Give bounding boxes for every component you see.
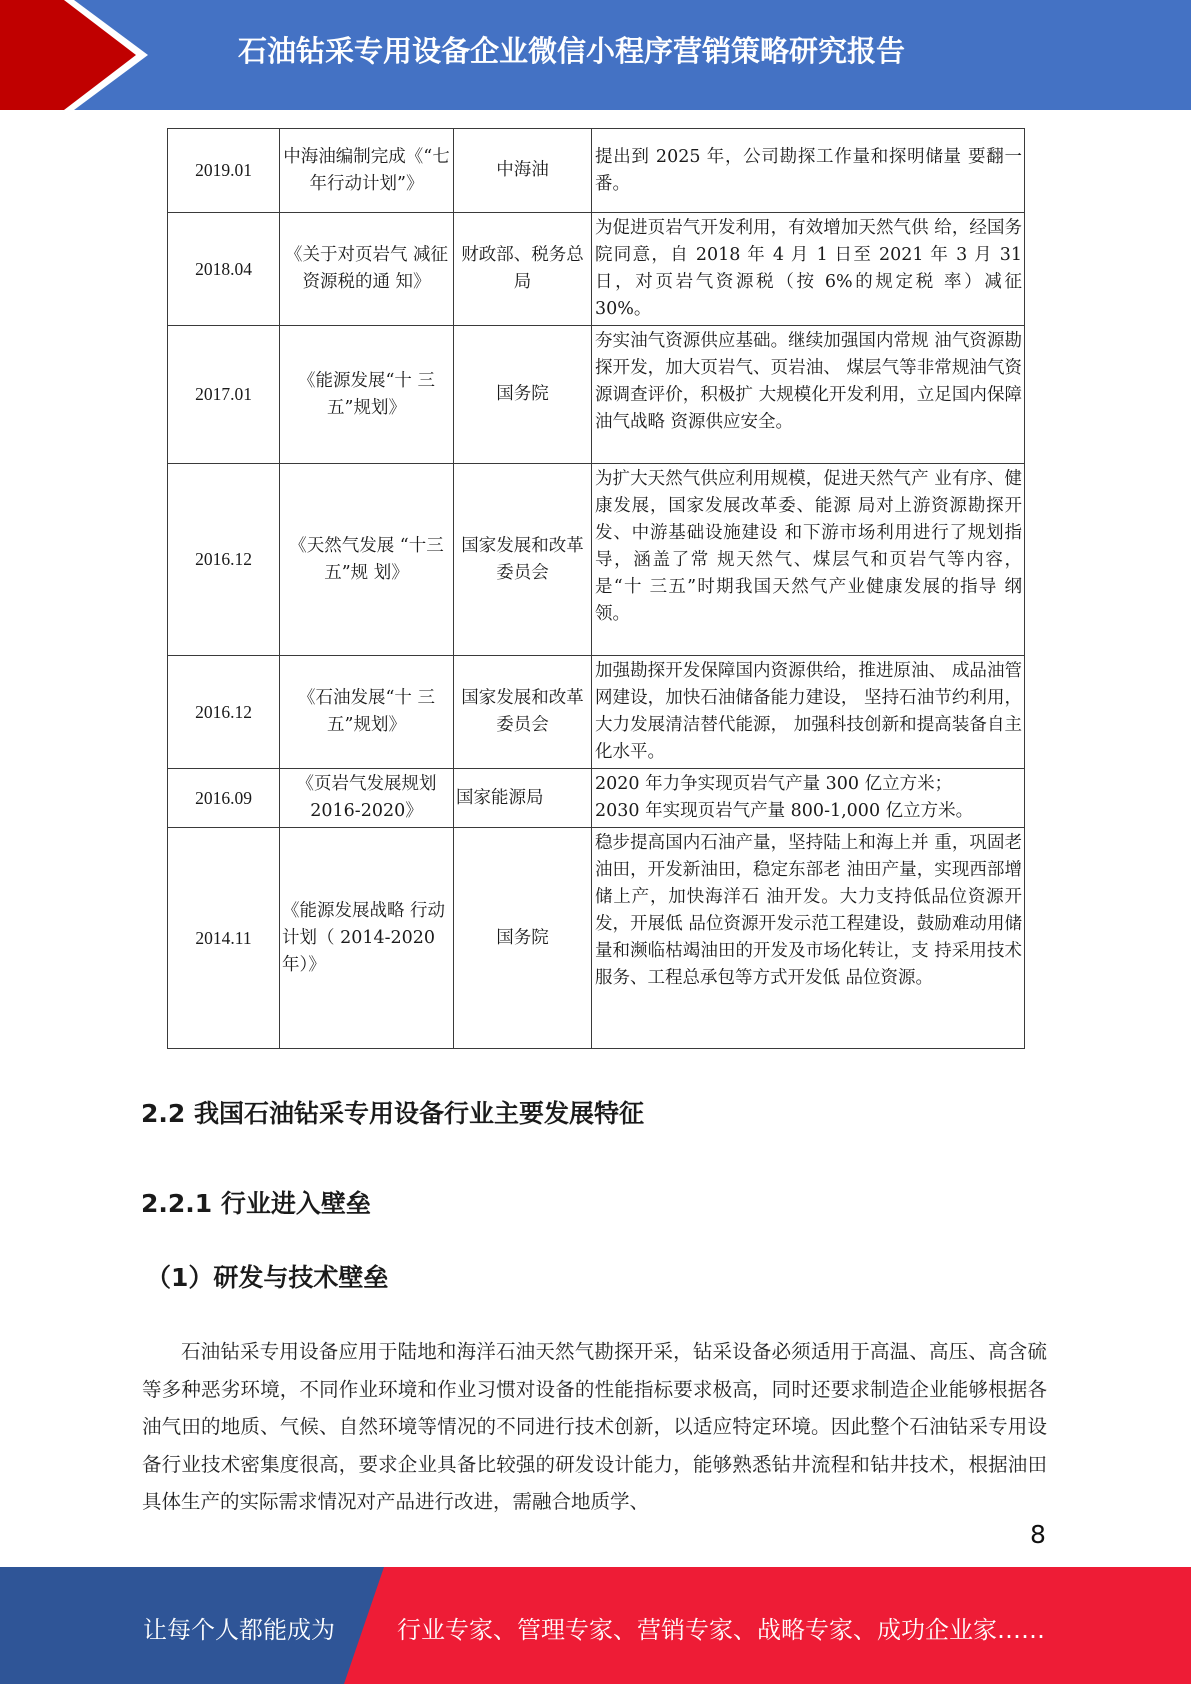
- content-cell: 为扩大天然气供应利用规模，促进天然气产 业有序、健康发展，国家发展改革委、能源 局对上游资源勘探开发、中游基础设施建设 和下游市场利用进行了规划指导，涵盖了常 规天然气、煤层气和页岩气等内容，是“十 三五”时期我国天然气产业健康发展的指导 纲领。: [592, 464, 1025, 656]
- content-cell: 提出到 2025 年，公司勘探工作量和探明储量 要翻一番。: [592, 129, 1025, 213]
- issuer-cell: 国家能源局: [454, 769, 592, 828]
- subsection-heading: 2.2.1 行业进入壁垒: [141, 1189, 371, 1218]
- issuer-cell: 财政部、税务总局: [454, 213, 592, 326]
- table-row: [168, 129, 1025, 213]
- document-cell: 中海油编制完成《“七年行动计划”》: [280, 129, 454, 213]
- content-cell: 为促进页岩气开发利用，有效增加天然气供 给，经国务院同意，自 2018 年 4 月 1 日至 2021 年 3 月 31 日，对页岩气资源税（按 6%的规定税 率）减征 30%。: [592, 213, 1025, 326]
- date-cell: 2014.11: [168, 828, 280, 1049]
- section-heading: 2.2 我国石油钻采专用设备行业主要发展特征: [141, 1099, 644, 1128]
- content-cell: 稳步提高国内石油产量，坚持陆上和海上并 重，巩固老油田，开发新油田，稳定东部老 油田产量，实现西部增储上产，加快海洋石 油开发。大力支持低品位资源开发，开展低 品位资源开发示范工程建设，鼓励难动用储 量和濒临枯竭油田的开发及市场化转让，支 持采用技术服务、工程总承包等方式开发低 品位资源。: [592, 828, 1025, 1049]
- document-cell: 《页岩气发展规划 2016-2020》: [280, 769, 454, 828]
- issuer-cell: 中海油: [454, 129, 592, 213]
- policy-table: [167, 128, 1025, 1049]
- footer-slogan-left: 让每个人都能成为: [143, 1616, 335, 1644]
- date-cell: 2017.01: [168, 326, 280, 464]
- issuer-cell: 国家发展和改革委员会: [454, 656, 592, 769]
- page-number: 8: [1030, 1520, 1046, 1549]
- body-paragraph: 石油钻采专用设备应用于陆地和海洋石油天然气勘探开采，钻采设备必须适用于高温、高压、高含硫等多种恶劣环境，不同作业环境和作业习惯对设备的性能指标要求极高，同时还要求制造企业能够根据各油气田的地质、气候、自然环境等情况的不同进行技术创新，以适应特定环境。因此整个石油钻采专用设备行业技术密集度很高，要求企业具备比较强的研发设计能力，能够熟悉钻井流程和钻井技术，根据油田具体生产的实际需求情况对产品进行改进，需融合地质学、: [142, 1340, 1047, 1513]
- content-cell: [592, 769, 1025, 828]
- date-cell: 2018.04: [168, 213, 280, 326]
- date-cell: 2016.12: [168, 464, 280, 656]
- date-cell: 2016.09: [168, 769, 280, 828]
- issuer-cell: 国家发展和改革委员会: [454, 464, 592, 656]
- chevron-arrow-icon: [0, 0, 160, 110]
- issuer-cell: 国务院: [454, 828, 592, 1049]
- document-cell: 《石油发展“十 三五”规划》: [280, 656, 454, 769]
- table-row: [168, 326, 1025, 464]
- table-row: [168, 213, 1025, 326]
- table-row: [168, 769, 1025, 828]
- content-line: 2020 年力争实现页岩气产量 300 亿立方米；: [595, 774, 953, 794]
- content-cell: 夯实油气资源供应基础。继续加强国内常规 油气资源勘探开发，加大页岩气、页岩油、 煤层气等非常规油气资源调查评价，积极扩 大规模化开发利用，立足国内保障油气战略 资源供应安全。: [592, 326, 1025, 464]
- table-row: [168, 828, 1025, 1049]
- content-cell: 加强勘探开发保障国内资源供给，推进原油、 成品油管网建设，加快石油储备能力建设， 坚持石油节约利用，大力发展清洁替代能源， 加强科技创新和提高装备自主化水平。: [592, 656, 1025, 769]
- document-cell: 《关于对页岩气 减征资源税的通 知》: [280, 213, 454, 326]
- report-title: 石油钻采专用设备企业微信小程序营销策略研究报告: [238, 34, 906, 68]
- table-row: [168, 656, 1025, 769]
- page-footer: [0, 1567, 1191, 1684]
- subsubsection-heading: （1）研发与技术壁垒: [146, 1263, 389, 1292]
- content-line: 2030 年实现页岩气产量 800-1,000 亿立方米。: [595, 801, 974, 821]
- table-row: [168, 464, 1025, 656]
- issuer-cell: 国务院: [454, 326, 592, 464]
- document-cell: 《能源发展“十 三五”规划》: [280, 326, 454, 464]
- document-cell: 《天然气发展 “十三五”规 划》: [280, 464, 454, 656]
- date-cell: 2019.01: [168, 129, 280, 213]
- date-cell: 2016.12: [168, 656, 280, 769]
- document-cell: 《能源发展战略 行动计划（ 2014-2020 年）》: [280, 828, 454, 1049]
- footer-slogan-right: 行业专家、管理专家、营销专家、战略专家、成功企业家……: [397, 1616, 1045, 1644]
- page-header: [0, 0, 1191, 110]
